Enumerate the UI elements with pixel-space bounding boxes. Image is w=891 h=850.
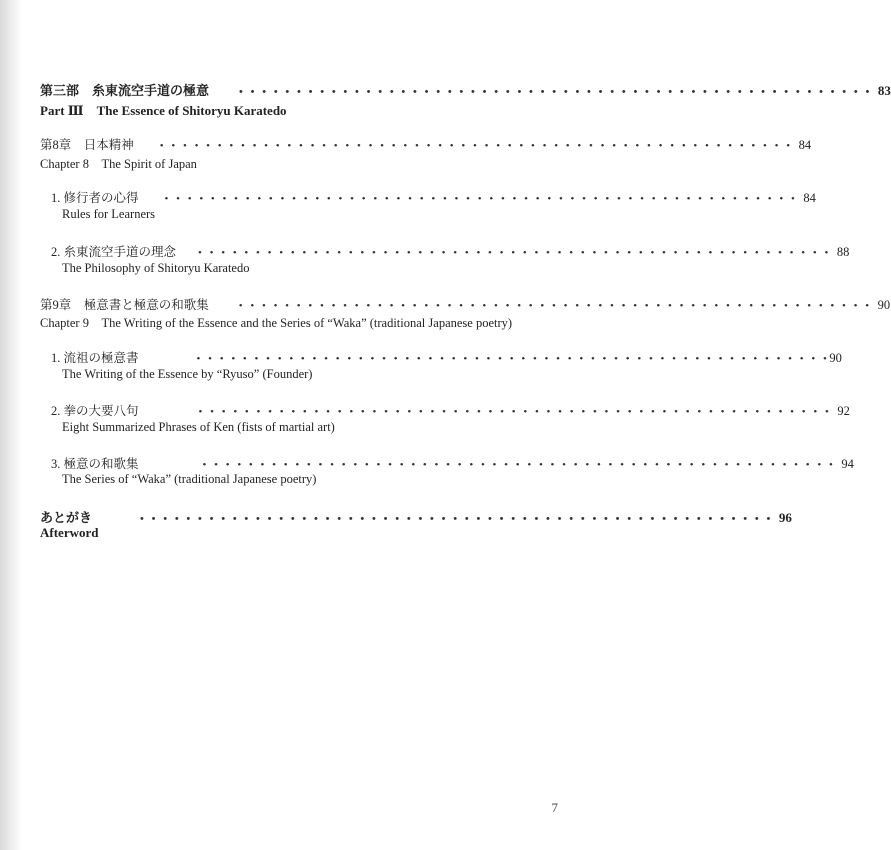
toc-entry-chapter9[interactable] [40, 295, 891, 313]
toc-page-number: 90 [829, 351, 842, 365]
toc-page-number: 92 [837, 404, 850, 418]
toc-entry-ch8-item2[interactable] [51, 242, 850, 260]
toc-title-jp: 第8章 日本精神 [40, 138, 134, 152]
toc-page-number: 88 [836, 245, 850, 259]
toc-title-jp: 第9章 極意書と極意の和歌集 [40, 298, 209, 312]
toc-page-number: 84 [798, 138, 812, 152]
toc-title-en: Eight Summarized Phrases of Ken (fists of martial art) [62, 420, 335, 434]
toc-entry-ch8-item1[interactable] [51, 188, 816, 206]
dot-leader: • • • • • • • • • • • • • • • • • • • • • • • • • • • • • • • • • • • • • • • • • • • • • • • • • • • • • • • [239, 86, 872, 98]
toc-title-en: Part Ⅲ The Essence of Shitoryu Karatedo [40, 103, 287, 118]
toc-entry-ch9-item3[interactable] [51, 454, 854, 472]
toc-page-number: 90 [877, 298, 891, 312]
page-number: 7 [551, 800, 558, 815]
toc-title-jp: 第三部 糸東流空手道の極意 [40, 83, 210, 98]
dot-leader: • • • • • • • • • • • • • • • • • • • • • • • • • • • • • • • • • • • • • • • • • • • • • • • • • • • • • • • [198, 247, 831, 259]
toc-page-number: 96 [778, 510, 792, 525]
toc-title-en: Rules for Learners [62, 207, 156, 221]
toc-title-en: Chapter 8 The Spirit of Japan [40, 157, 197, 171]
toc-title-jp: 1. 流祖の極意書 [51, 351, 139, 365]
toc-title-en: The Series of “Waka” (traditional Japanese poetry) [62, 472, 317, 486]
toc-entry-part3[interactable] [40, 80, 891, 99]
toc-title-jp: あとがき [40, 510, 93, 525]
toc-title-jp: 1. 修行者の心得 [51, 191, 139, 205]
toc-entry-ch9-item1[interactable] [51, 348, 842, 366]
toc-title-jp: 2. 糸東流空手道の理念 [51, 245, 177, 259]
toc-entry-chapter8[interactable] [40, 135, 812, 153]
dot-leader: • • • • • • • • • • • • • • • • • • • • • • • • • • • • • • • • • • • • • • • • • • • • • • • • • • • • • • • [140, 513, 773, 525]
toc-page-number: 94 [841, 457, 854, 471]
toc-title-jp: 3. 極意の和歌集 [51, 457, 139, 471]
toc-entry-afterword[interactable] [40, 507, 792, 526]
toc-title-jp: 2. 拳の大要八句 [51, 404, 139, 418]
dot-leader: • • • • • • • • • • • • • • • • • • • • • • • • • • • • • • • • • • • • • • • • • • • • • • • • • • • • • • • [159, 140, 793, 152]
dot-leader: • • • • • • • • • • • • • • • • • • • • • • • • • • • • • • • • • • • • • • • • • • • • • • • • • • • • • • • [238, 300, 872, 312]
dot-leader: • • • • • • • • • • • • • • • • • • • • • • • • • • • • • • • • • • • • • • • • • • • • • • • • • • • • • • • [164, 193, 798, 205]
toc-title-en: Chapter 9 The Writing of the Essence and the Series of “Waka” (traditional Japanese poetry) [40, 316, 513, 330]
toc-title-en: The Philosophy of Shitoryu Karatedo [62, 261, 250, 275]
toc-title-en: Afterword [40, 525, 99, 540]
toc-page-number: 84 [803, 191, 816, 205]
dot-leader: • • • • • • • • • • • • • • • • • • • • • • • • • • • • • • • • • • • • • • • • • • • • • • • • • • • • • • • [198, 406, 832, 418]
toc-entry-ch9-item2[interactable] [51, 401, 850, 419]
toc-page-number: 83 [877, 83, 891, 98]
dot-leader: • • • • • • • • • • • • • • • • • • • • • • • • • • • • • • • • • • • • • • • • • • • • • • • • • • • • • • • [196, 353, 830, 365]
toc-title-en: The Writing of the Essence by “Ryuso” (Founder) [62, 367, 313, 381]
dot-leader: • • • • • • • • • • • • • • • • • • • • • • • • • • • • • • • • • • • • • • • • • • • • • • • • • • • • • • • [202, 459, 836, 471]
